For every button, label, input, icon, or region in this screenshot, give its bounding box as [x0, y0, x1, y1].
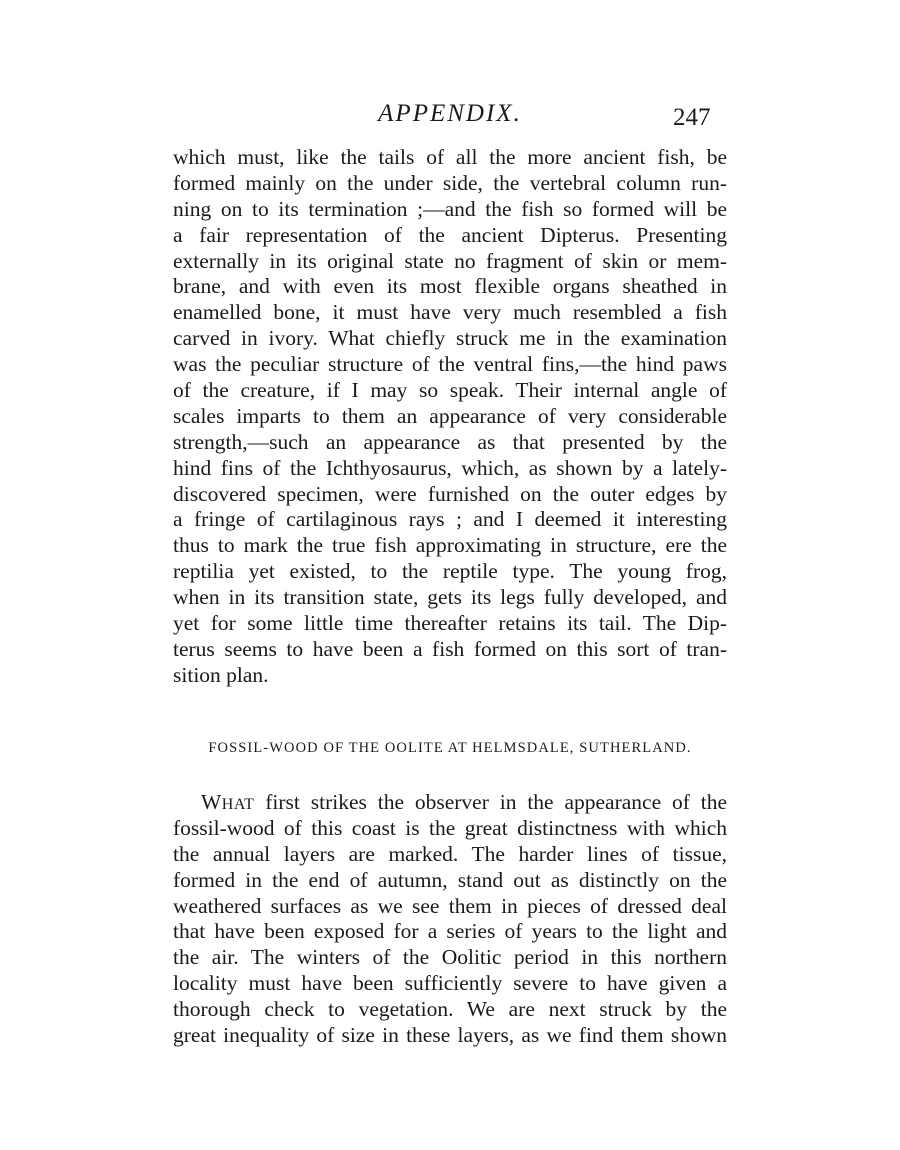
text-line: which must, like the tails of all the more ancient fish, be	[173, 145, 727, 169]
text-line: hind fins of the Ichthyosaurus, which, as shown by a lately-	[173, 455, 727, 480]
drop-letter: W	[201, 790, 222, 814]
text-line: the air. The winters of the Oolitic period in this northern	[173, 945, 727, 970]
text-line: that have been exposed for a series of years to the light and	[173, 919, 727, 944]
paragraph-2	[173, 790, 727, 1049]
running-title: APPENDIX.	[378, 100, 522, 127]
paragraph-1	[173, 145, 727, 689]
text-line: brane, and with even its most flexible organs sheathed in	[173, 274, 727, 299]
text-line: sition plan.	[173, 662, 269, 687]
page-number: 247	[673, 104, 711, 131]
text-line: strength,—such an appearance as that presented by the	[173, 429, 727, 454]
text-line: was the peculiar structure of the ventral fins,—the hind paws	[173, 352, 727, 377]
text-line: discovered specimen, were furnished on the outer edges by	[173, 481, 727, 506]
text-line: formed in the end of autumn, stand out as distinctly on the	[173, 867, 727, 892]
text-line: enamelled bone, it must have very much resembled a fish	[173, 300, 727, 325]
text-line: yet for some little time thereafter retains its tail. The Dip-	[173, 611, 727, 636]
text-line: a fair representation of the ancient Dipterus. Presenting	[173, 222, 727, 247]
text-line: carved in ivory. What chiefly struck me in the examination	[173, 326, 727, 351]
text-line: the annual layers are marked. The harder lines of tissue,	[173, 841, 727, 866]
text-line: formed mainly on the under side, the vertebral column run-	[173, 170, 727, 195]
text-line: externally in its original state no fragment of skin or mem-	[173, 248, 727, 273]
section-heading: FOSSIL-WOOD OF THE OOLITE AT HELMSDALE, SUTHERLAND.	[208, 740, 692, 756]
text-line: scales imparts to them an appearance of very considerable	[173, 403, 727, 428]
text-line: fossil-wood of this coast is the great distinctness with which	[173, 815, 727, 840]
text-line: reptilia yet existed, to the reptile type. The young frog,	[173, 559, 727, 584]
text-line: terus seems to have been a fish formed on this sort of tran-	[173, 636, 727, 661]
text-line: when in its transition state, gets its legs fully developed, and	[173, 585, 727, 610]
page-header	[0, 100, 900, 140]
text-line: ning on to its termination ;—and the fish so formed will be	[173, 196, 727, 221]
first-line-text: first strikes the observer in the appearance of the	[254, 790, 727, 814]
text-line: thorough check to vegetation. We are next struck by the	[173, 997, 727, 1022]
small-caps-word: HAT	[221, 796, 255, 813]
text-line: locality must have been sufficiently severe to have given a	[173, 971, 727, 996]
text-line: great inequality of size in these layers, as we find them shown	[173, 1023, 727, 1048]
text-line: thus to mark the true fish approximating in structure, ere the	[173, 533, 727, 558]
text-line: of the creature, if I may so speak. Their internal angle of	[173, 378, 727, 403]
text-line: weathered surfaces as we see them in pieces of dressed deal	[173, 893, 727, 918]
text-line: a fringe of cartilaginous rays ; and I deemed it interesting	[173, 507, 727, 532]
text-line-first	[173, 790, 727, 816]
